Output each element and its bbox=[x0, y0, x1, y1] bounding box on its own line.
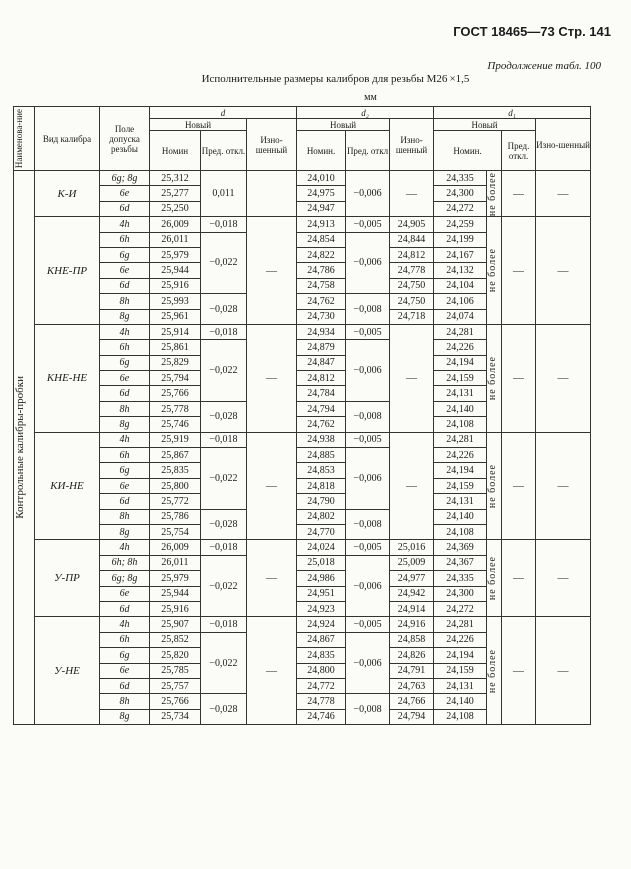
d1-nominal: 24,159 bbox=[434, 371, 487, 386]
header-d2: d₂ bbox=[297, 107, 434, 119]
d1-worn: — bbox=[536, 432, 591, 540]
d-deviation: −0,018 bbox=[201, 432, 247, 447]
d2-nominal: 24,835 bbox=[297, 648, 346, 663]
d1-deviation: — bbox=[502, 540, 536, 617]
d-worn bbox=[247, 171, 297, 217]
d2-nominal: 24,947 bbox=[297, 201, 346, 216]
d-nominal: 25,916 bbox=[150, 601, 201, 616]
table-row bbox=[14, 324, 591, 339]
page-header: ГОСТ 18465—73 Стр. 141 bbox=[453, 24, 611, 39]
header-d1: d₁ bbox=[434, 107, 591, 119]
table-caption bbox=[0, 73, 631, 85]
d-nominal: 25,794 bbox=[150, 371, 201, 386]
d-nominal: 25,746 bbox=[150, 417, 201, 432]
tolerance-field: 6h; 8h bbox=[100, 555, 150, 570]
d2-nominal: 24,986 bbox=[297, 571, 346, 586]
header-d-worn: Изно-шенный bbox=[247, 119, 297, 171]
d2-worn: — bbox=[390, 171, 434, 217]
d-nominal: 25,786 bbox=[150, 509, 201, 524]
d2-nominal: 24,854 bbox=[297, 232, 346, 247]
d-nominal: 25,907 bbox=[150, 617, 201, 632]
d1-worn: — bbox=[536, 617, 591, 725]
d-nominal: 25,734 bbox=[150, 709, 201, 724]
header-d-new: Новый bbox=[150, 119, 247, 131]
d2-worn: 24,718 bbox=[390, 309, 434, 324]
d2-nominal: 24,800 bbox=[297, 663, 346, 678]
group-label-text: Контрольные калибры-пробки bbox=[14, 376, 26, 519]
d2-nominal: 25,018 bbox=[297, 555, 346, 570]
d2-worn: 24,914 bbox=[390, 601, 434, 616]
d1-deviation: — bbox=[502, 617, 536, 725]
tolerance-field: 6h bbox=[100, 232, 150, 247]
header-d1-dev: Пред. откл. bbox=[502, 131, 536, 171]
not-more-note bbox=[487, 324, 502, 432]
tolerance-field: 8h bbox=[100, 294, 150, 309]
d2-nominal: 24,879 bbox=[297, 340, 346, 355]
d-nominal: 25,785 bbox=[150, 663, 201, 678]
tolerance-field: 8h bbox=[100, 401, 150, 416]
d2-nominal: 24,758 bbox=[297, 278, 346, 293]
d1-nominal: 24,369 bbox=[434, 540, 487, 555]
d2-nominal: 24,786 bbox=[297, 263, 346, 278]
d1-nominal: 24,335 bbox=[434, 571, 487, 586]
d1-nominal: 24,140 bbox=[434, 401, 487, 416]
not-more-text: не более bbox=[487, 356, 499, 401]
d2-worn: 24,916 bbox=[390, 617, 434, 632]
tolerance-field: 6h bbox=[100, 448, 150, 463]
d-nominal: 26,009 bbox=[150, 217, 201, 232]
not-more-note bbox=[487, 217, 502, 325]
d-nominal: 25,829 bbox=[150, 355, 201, 370]
d1-worn: — bbox=[536, 217, 591, 325]
table-row bbox=[14, 540, 591, 555]
continuation-note: Продолжение табл. 100 bbox=[487, 60, 601, 72]
d-worn: — bbox=[247, 617, 297, 725]
d2-deviation: −0,005 bbox=[346, 617, 390, 632]
d1-nominal: 24,199 bbox=[434, 232, 487, 247]
tolerance-field: 8g bbox=[100, 709, 150, 724]
d1-worn: — bbox=[536, 324, 591, 432]
tolerance-field: 6e bbox=[100, 663, 150, 678]
tolerance-field: 6d bbox=[100, 278, 150, 293]
d2-nominal: 24,778 bbox=[297, 694, 346, 709]
d2-deviation: −0,005 bbox=[346, 217, 390, 232]
d1-worn: — bbox=[536, 171, 591, 217]
not-more-note bbox=[487, 432, 502, 540]
tolerance-field: 4h bbox=[100, 217, 150, 232]
tolerance-field: 8g bbox=[100, 417, 150, 432]
not-more-text: не более bbox=[487, 248, 499, 293]
d-deviation: −0,018 bbox=[201, 540, 247, 555]
table-row bbox=[14, 432, 591, 447]
d2-deviation: −0,008 bbox=[346, 401, 390, 432]
tolerance-field: 6g bbox=[100, 355, 150, 370]
tolerance-field: 6g bbox=[100, 648, 150, 663]
calibre-kind: КИ-НЕ bbox=[35, 432, 100, 540]
d2-nominal: 24,885 bbox=[297, 448, 346, 463]
d2-nominal: 24,802 bbox=[297, 509, 346, 524]
d2-nominal: 24,812 bbox=[297, 371, 346, 386]
tolerance-field: 6e bbox=[100, 371, 150, 386]
d1-nominal: 24,367 bbox=[434, 555, 487, 570]
d2-deviation: −0,008 bbox=[346, 294, 390, 325]
d-nominal: 25,250 bbox=[150, 201, 201, 216]
d2-nominal: 24,913 bbox=[297, 217, 346, 232]
tolerance-field: 6g bbox=[100, 463, 150, 478]
tolerance-field: 6g; 8g bbox=[100, 171, 150, 186]
d1-nominal: 24,259 bbox=[434, 217, 487, 232]
d2-worn: 24,750 bbox=[390, 294, 434, 309]
d1-nominal: 24,167 bbox=[434, 247, 487, 262]
d-deviation: −0,022 bbox=[201, 340, 247, 402]
d1-worn: — bbox=[536, 540, 591, 617]
d2-worn: 24,812 bbox=[390, 247, 434, 262]
tolerance-field: 4h bbox=[100, 540, 150, 555]
tolerance-field: 8h bbox=[100, 694, 150, 709]
d-nominal: 25,979 bbox=[150, 247, 201, 262]
d1-nominal: 24,226 bbox=[434, 448, 487, 463]
table-row bbox=[14, 617, 591, 632]
d2-worn: 24,826 bbox=[390, 648, 434, 663]
d-nominal: 25,835 bbox=[150, 463, 201, 478]
header-kind: Вид калибра bbox=[35, 107, 100, 171]
tolerance-field: 6d bbox=[100, 386, 150, 401]
header-d2-new: Новый bbox=[297, 119, 390, 131]
d-deviation: −0,022 bbox=[201, 448, 247, 510]
d2-worn: 25,009 bbox=[390, 555, 434, 570]
tolerance-field: 8g bbox=[100, 309, 150, 324]
d-nominal: 26,011 bbox=[150, 232, 201, 247]
not-more-note bbox=[487, 540, 502, 617]
header-name: Наименова-ние bbox=[14, 107, 35, 171]
d1-nominal: 24,272 bbox=[434, 601, 487, 616]
d2-nominal: 24,975 bbox=[297, 186, 346, 201]
d2-nominal: 24,822 bbox=[297, 247, 346, 262]
d-nominal: 25,944 bbox=[150, 586, 201, 601]
d2-nominal: 24,794 bbox=[297, 401, 346, 416]
table-row bbox=[14, 217, 591, 232]
calibre-kind: У-ПР bbox=[35, 540, 100, 617]
d2-nominal: 24,762 bbox=[297, 294, 346, 309]
d1-nominal: 24,131 bbox=[434, 678, 487, 693]
not-more-text: не более bbox=[487, 556, 499, 601]
d1-nominal: 24,226 bbox=[434, 632, 487, 647]
tolerance-field: 6g; 8g bbox=[100, 571, 150, 586]
header-d2-worn: Изно-шенный bbox=[390, 119, 434, 171]
d1-nominal: 24,131 bbox=[434, 386, 487, 401]
d2-nominal: 24,790 bbox=[297, 494, 346, 509]
d2-worn: 24,750 bbox=[390, 278, 434, 293]
d2-nominal: 24,938 bbox=[297, 432, 346, 447]
not-more-text: не более bbox=[487, 648, 499, 693]
header-d1-new: Новый bbox=[434, 119, 536, 131]
d1-deviation: — bbox=[502, 217, 536, 325]
tolerance-field: 4h bbox=[100, 324, 150, 339]
d2-nominal: 24,934 bbox=[297, 324, 346, 339]
d2-worn: 24,942 bbox=[390, 586, 434, 601]
d2-nominal: 24,784 bbox=[297, 386, 346, 401]
tolerance-field: 6e bbox=[100, 586, 150, 601]
d2-worn: 24,905 bbox=[390, 217, 434, 232]
tolerance-field: 6h bbox=[100, 632, 150, 647]
d1-nominal: 24,131 bbox=[434, 494, 487, 509]
d2-deviation: −0,006 bbox=[346, 632, 390, 694]
d-nominal: 25,766 bbox=[150, 386, 201, 401]
d2-deviation: −0,005 bbox=[346, 432, 390, 447]
unit-label: мм bbox=[364, 92, 377, 103]
tolerance-field: 4h bbox=[100, 617, 150, 632]
tolerance-field: 6d bbox=[100, 494, 150, 509]
d-nominal: 25,766 bbox=[150, 694, 201, 709]
d2-deviation: −0,006 bbox=[346, 555, 390, 617]
not-more-note bbox=[487, 171, 502, 217]
d-deviation: −0,028 bbox=[201, 401, 247, 432]
tolerance-field: 6e bbox=[100, 478, 150, 493]
d1-nominal: 24,194 bbox=[434, 355, 487, 370]
header-d1-nom: Номин. bbox=[434, 131, 502, 171]
caption-suffix: ×1,5 bbox=[449, 73, 470, 85]
d1-nominal: 24,140 bbox=[434, 509, 487, 524]
d-nominal: 25,778 bbox=[150, 401, 201, 416]
tolerance-field: 6g bbox=[100, 247, 150, 262]
d1-nominal: 24,272 bbox=[434, 201, 487, 216]
d-deviation: −0,018 bbox=[201, 217, 247, 232]
d1-nominal: 24,281 bbox=[434, 324, 487, 339]
calibre-kind: У-НЕ bbox=[35, 617, 100, 725]
d2-deviation: −0,006 bbox=[346, 340, 390, 402]
tolerance-field: 6e bbox=[100, 263, 150, 278]
d-nominal: 25,919 bbox=[150, 432, 201, 447]
d-deviation: −0,028 bbox=[201, 294, 247, 325]
not-more-text: не более bbox=[487, 171, 499, 216]
d2-nominal: 24,762 bbox=[297, 417, 346, 432]
d-deviation: −0,018 bbox=[201, 324, 247, 339]
d1-nominal: 24,132 bbox=[434, 263, 487, 278]
d1-nominal: 24,159 bbox=[434, 478, 487, 493]
calibre-kind: КНЕ-ПР bbox=[35, 217, 100, 325]
d2-deviation: −0,008 bbox=[346, 694, 390, 725]
tolerance-field: 6h bbox=[100, 340, 150, 355]
d1-nominal: 24,194 bbox=[434, 463, 487, 478]
d2-nominal: 24,024 bbox=[297, 540, 346, 555]
d-nominal: 25,852 bbox=[150, 632, 201, 647]
caption-text: Исполнительные размеры калибров для резьбы М26 bbox=[201, 73, 448, 85]
d2-deviation: −0,006 bbox=[346, 171, 390, 217]
d-deviation: 0,011 bbox=[201, 171, 247, 217]
d-nominal: 25,800 bbox=[150, 478, 201, 493]
group-label bbox=[14, 171, 35, 725]
d1-nominal: 24,226 bbox=[434, 340, 487, 355]
d2-nominal: 24,770 bbox=[297, 524, 346, 539]
d1-nominal: 24,194 bbox=[434, 648, 487, 663]
d-nominal: 25,916 bbox=[150, 278, 201, 293]
table-body bbox=[14, 171, 591, 725]
d2-worn: 24,778 bbox=[390, 263, 434, 278]
header-d2-nom: Номин. bbox=[297, 131, 346, 171]
d2-deviation: −0,008 bbox=[346, 509, 390, 540]
d1-nominal: 24,104 bbox=[434, 278, 487, 293]
d2-nominal: 24,951 bbox=[297, 586, 346, 601]
d1-nominal: 24,074 bbox=[434, 309, 487, 324]
d-nominal: 25,979 bbox=[150, 571, 201, 586]
d1-nominal: 24,300 bbox=[434, 186, 487, 201]
d2-nominal: 24,867 bbox=[297, 632, 346, 647]
tolerance-field: 6d bbox=[100, 601, 150, 616]
tolerance-field: 6e bbox=[100, 186, 150, 201]
d1-nominal: 24,108 bbox=[434, 417, 487, 432]
calibre-kind: КНЕ-НЕ bbox=[35, 324, 100, 432]
d-nominal: 25,861 bbox=[150, 340, 201, 355]
tolerance-field: 6d bbox=[100, 201, 150, 216]
d1-nominal: 24,108 bbox=[434, 524, 487, 539]
d-nominal: 25,961 bbox=[150, 309, 201, 324]
tolerance-field: 8g bbox=[100, 524, 150, 539]
not-more-text: не более bbox=[487, 463, 499, 509]
d-deviation: −0,022 bbox=[201, 232, 247, 294]
d2-worn: 24,844 bbox=[390, 232, 434, 247]
d-deviation: −0,022 bbox=[201, 555, 247, 617]
d1-nominal: 24,335 bbox=[434, 171, 487, 186]
header-d: d bbox=[150, 107, 297, 119]
d-nominal: 25,993 bbox=[150, 294, 201, 309]
d-worn: — bbox=[247, 432, 297, 540]
d-nominal: 25,277 bbox=[150, 186, 201, 201]
tolerance-field: 8h bbox=[100, 509, 150, 524]
d2-nominal: 24,818 bbox=[297, 478, 346, 493]
d2-worn: — bbox=[390, 432, 434, 540]
d-nominal: 25,754 bbox=[150, 524, 201, 539]
d-deviation: −0,022 bbox=[201, 632, 247, 694]
not-more-note bbox=[487, 617, 502, 725]
d-deviation: −0,028 bbox=[201, 694, 247, 725]
d1-nominal: 24,106 bbox=[434, 294, 487, 309]
d2-nominal: 24,730 bbox=[297, 309, 346, 324]
tolerance-field: 4h bbox=[100, 432, 150, 447]
d1-nominal: 24,140 bbox=[434, 694, 487, 709]
header-d2-dev: Пред. откл bbox=[346, 131, 390, 171]
d-worn: — bbox=[247, 217, 297, 325]
d-deviation: −0,018 bbox=[201, 617, 247, 632]
calibre-kind: К-И bbox=[35, 171, 100, 217]
d2-deviation: −0,006 bbox=[346, 232, 390, 294]
d-nominal: 26,011 bbox=[150, 555, 201, 570]
d2-deviation: −0,005 bbox=[346, 540, 390, 555]
d-worn: — bbox=[247, 540, 297, 617]
d1-deviation: — bbox=[502, 432, 536, 540]
d2-worn: — bbox=[390, 324, 434, 432]
d1-nominal: 24,159 bbox=[434, 663, 487, 678]
calibre-table bbox=[13, 106, 591, 725]
d2-worn: 24,766 bbox=[390, 694, 434, 709]
d2-worn: 24,794 bbox=[390, 709, 434, 724]
d2-worn: 24,858 bbox=[390, 632, 434, 647]
d-worn: — bbox=[247, 324, 297, 432]
d2-worn: 25,016 bbox=[390, 540, 434, 555]
d-nominal: 25,772 bbox=[150, 494, 201, 509]
d1-nominal: 24,300 bbox=[434, 586, 487, 601]
d-nominal: 25,914 bbox=[150, 324, 201, 339]
d-nominal: 26,009 bbox=[150, 540, 201, 555]
header-d-dev: Пред. откл. bbox=[201, 131, 247, 171]
d-deviation: −0,028 bbox=[201, 509, 247, 540]
d1-deviation: — bbox=[502, 324, 536, 432]
header-field: Поле допуска резьбы bbox=[100, 107, 150, 171]
d-nominal: 25,820 bbox=[150, 648, 201, 663]
d2-nominal: 24,853 bbox=[297, 463, 346, 478]
d2-deviation: −0,006 bbox=[346, 448, 390, 510]
d2-nominal: 24,923 bbox=[297, 601, 346, 616]
d2-nominal: 24,847 bbox=[297, 355, 346, 370]
d1-nominal: 24,281 bbox=[434, 617, 487, 632]
d-nominal: 25,867 bbox=[150, 448, 201, 463]
d2-nominal: 24,772 bbox=[297, 678, 346, 693]
d-nominal: 25,312 bbox=[150, 171, 201, 186]
d2-nominal: 24,746 bbox=[297, 709, 346, 724]
d2-deviation: −0,005 bbox=[346, 324, 390, 339]
header-d-nom: Номин bbox=[150, 131, 201, 171]
d2-nominal: 24,010 bbox=[297, 171, 346, 186]
d2-worn: 24,763 bbox=[390, 678, 434, 693]
d1-nominal: 24,281 bbox=[434, 432, 487, 447]
d2-worn: 24,791 bbox=[390, 663, 434, 678]
d1-nominal: 24,108 bbox=[434, 709, 487, 724]
d1-deviation: — bbox=[502, 171, 536, 217]
d2-nominal: 24,924 bbox=[297, 617, 346, 632]
header-d1-worn: Изно-шенный bbox=[536, 119, 591, 171]
table-row bbox=[14, 171, 591, 186]
d-nominal: 25,757 bbox=[150, 678, 201, 693]
d-nominal: 25,944 bbox=[150, 263, 201, 278]
tolerance-field: 6d bbox=[100, 678, 150, 693]
d2-worn: 24,977 bbox=[390, 571, 434, 586]
